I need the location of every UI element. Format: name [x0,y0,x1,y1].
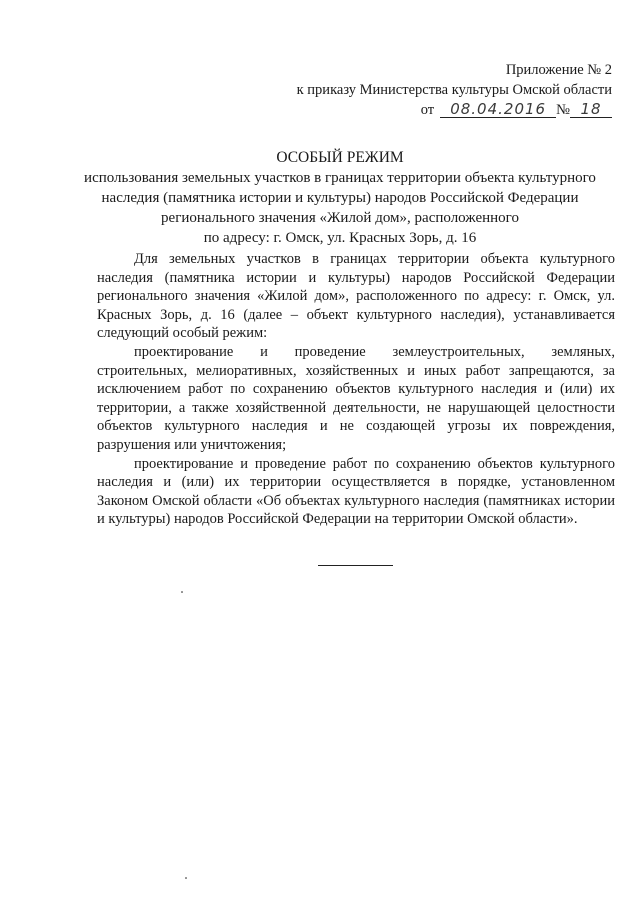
order-reference: к приказу Министерства культуры Омской области [296,82,612,98]
title-line: регионального значения «Жилой дом», расположенного [161,210,519,226]
document-body [97,250,615,529]
from-label: от [420,102,435,118]
document-title-block [60,148,620,248]
body-paragraph: проектирование и проведение землеустроительных, земляных, строительных, мелиоративных, хозяйственных и иных работ запрещаются, за исключением работ по сохранению объектов культурного наследия и (или) их территории, а также хозяйственной деятельности, не нарушающей целостности объектов культурного наследия и не создающей угрозы их повреждения, разрушения или уничтожения; [97,343,615,453]
title-line: наследия (памятника истории и культуры) народов Российской Федерации [101,190,579,206]
title-line: использования земельных участков в границах территории объекта культурного [84,170,596,186]
document-title: ОСОБЫЙ РЕЖИМ [276,149,404,166]
appendix-header [297,60,612,120]
order-date-line [297,100,612,120]
scan-speck [181,591,183,593]
handwritten-date: 08.04.2016 [440,101,556,118]
appendix-number: Приложение № 2 [505,62,612,78]
body-paragraph: Для земельных участков в границах территории объекта культурного наследия (памятника истории и культуры) народов Российской Федерации регионального значения «Жилой дом», расположенного по адресу: г. Омск, ул. Красных Зорь, д. 16 (далее – объект культурного наследия), устанавливается следующий особый режим: [97,251,615,342]
handwritten-number: 18 [570,101,612,118]
end-divider [318,565,393,566]
title-line: по адресу: г. Омск, ул. Красных Зорь, д. 16 [203,230,477,246]
number-label: № [556,102,570,118]
body-paragraph: проектирование и проведение работ по сохранению объектов культурного наследия и (или) их территории осуществляется в порядке, установленном Законом Омской области «Об объектах культурного наследия (памятниках истории и культуры) народов Российской Федерации на территории Омской области». [97,455,615,528]
scan-speck [185,877,187,879]
